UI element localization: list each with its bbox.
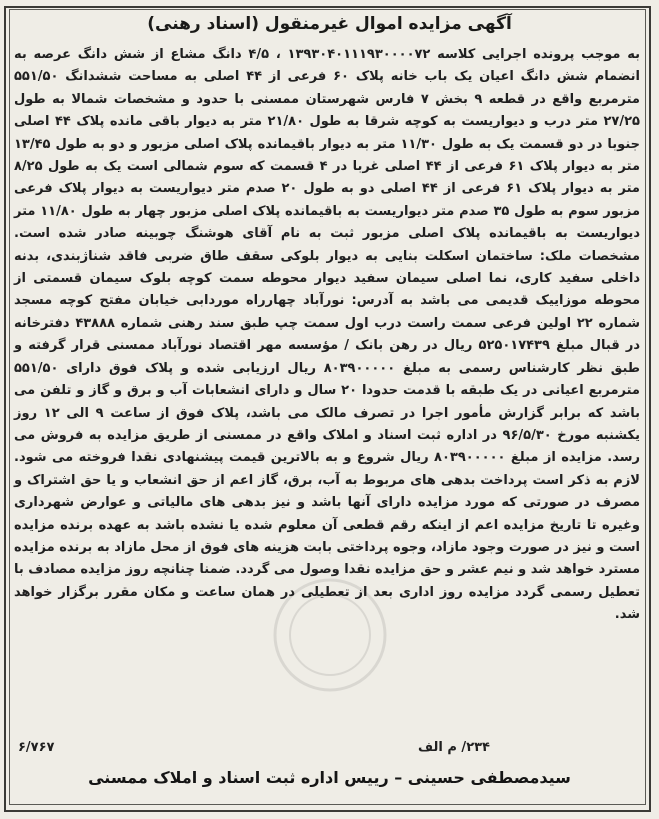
notice-meta	[14, 740, 640, 762]
issue-code: ۲۳۴/ م الف	[418, 740, 490, 755]
notice-title: آگهی مزایده اموال غیرمنقول (اسناد رهنی)	[147, 14, 512, 34]
reference-number: ۶/۷۶۷	[18, 740, 55, 755]
notice-body	[14, 44, 640, 627]
signature-line: سیدمصطفی حسینی – رییس اداره ثبت اسناد و املاک ممسنی	[88, 768, 571, 787]
notice-body-paragraph: به موجب پرونده اجرایی کلاسه ۱۳۹۳۰۴۰۱۱۱۹۳۰۰۰۰۷۲ ، ۴/۵ دانگ مشاع از شش دانگ عرصه به انضمام شش دانگ اعیان یک باب خانه پلاک ۶۰ فرعی از ۴۴ اصلی به مساحت ششدانگ ۵۵۱/۵۰ مترمربع واقع در قطعه ۹ بخش ۷ فارس شهرستان ممسنی با حدود و مشخصات شمالا به طول ۲۷/۲۵ متر درب و دیواریست به کوچه شرقا به طول ۲۱/۸۰ متر به دیوار باقی مانده پلاک ۴۴ اصلی جنوبا در دو قسمت یک به طول ۱۱/۳۰ متر به دیوار باقیمانده پلاک اصلی مزبور و دو به طول ۱۳/۴۵ متر به دیوار پلاک ۶۱ فرعی از ۴۴ اصلی غربا در ۴ قسمت که سوم شمالی است یک به طول ۸/۲۵ متر به دیوار پلاک ۶۱ فرعی از ۴۴ اصلی دو به طول ۲۰ صدم متر دیواریست به دیوار پلاک فرعی مزبور سوم به طول ۳۵ صدم متر دیواریست به باقیمانده پلاک اصلی مزبور چهار به طول ۱۱/۸۰ متر دیواریست به باقیمانده پلاک اصلی مزبور ثبت به نام آقای هوشنگ چوبینه صادر شده است. مشخصات ملک: ساختمان اسکلت بنایی به دیوار بلوکی سقف طاق ضربی فاقد شناژبندی، بدنه داخلی سفید کاری، نما اصلی سیمان سفید دیوار محوطه سمت کوچه بلوک سیمان قسمتی از محوطه موزاییک قدیمی می باشد به آدرس: نورآباد چهارراه موردابی خیابان مفتح کوچه مسجد شماره ۲۲ اولین فرعی سمت راست درب اول سمت چپ طبق سند رهنی شماره ۴۳۸۸۸ دفترخانه در قبال مبلغ ۵۲۵۰۱۷۴۳۹ ریال در رهن بانک / مؤسسه مهر اقتصاد نورآباد ممسنی قرار گرفته و طبق نظر کارشناس رسمی به مبلغ ۸۰۳۹۰۰۰۰۰ ریال ارزیابی شده و پلاک فوق دارای ۵۵۱/۵۰ مترمربع اعیانی در یک طبقه با قدمت حدودا ۲۰ سال و دارای انشعابات آب و برق و گاز و تلفن می باشد که برابر گزارش مأمور اجرا در تصرف مالک می باشد، پلاک فوق از ساعت ۹ الی ۱۲ روز یکشنبه مورخ ۹۶/۵/۳۰ در اداره ثبت اسناد و املاک واقع در ممسنی از طریق مزایده به فروش می رسد. مزایده از مبلغ ۸۰۳۹۰۰۰۰۰ ریال شروع و به بالاترین قیمت پیشنهادی نقدا فروخته می شود. لازم به ذکر است پرداخت بدهی های مربوط به آب، برق، گاز اعم از حق انشعاب و یا حق اشتراک و مصرف در صورتی که مورد مزایده دارای آنها باشد و نیز بدهی های مالیاتی و عوارض شهرداری وغیره تا تاریخ مزایده اعم از اینکه رقم قطعی آن معلوم شده یا نشده باشد به عهده برنده مزایده است و نیز در صورت وجود مازاد، وجوه پرداختی بابت هزینه های فوق از محل مازاد به برنده مزایده مسترد خواهد شد و نیم عشر و حق مزایده نقدا وصول می گردد. ضمنا چنانچه روز مزایده مصادف با تعطیل رسمی گردد مزایده روز اداری بعد از تعطیلی در همان ساعت و مکان مقرر برگزار خواهد شد.	[14, 47, 640, 623]
